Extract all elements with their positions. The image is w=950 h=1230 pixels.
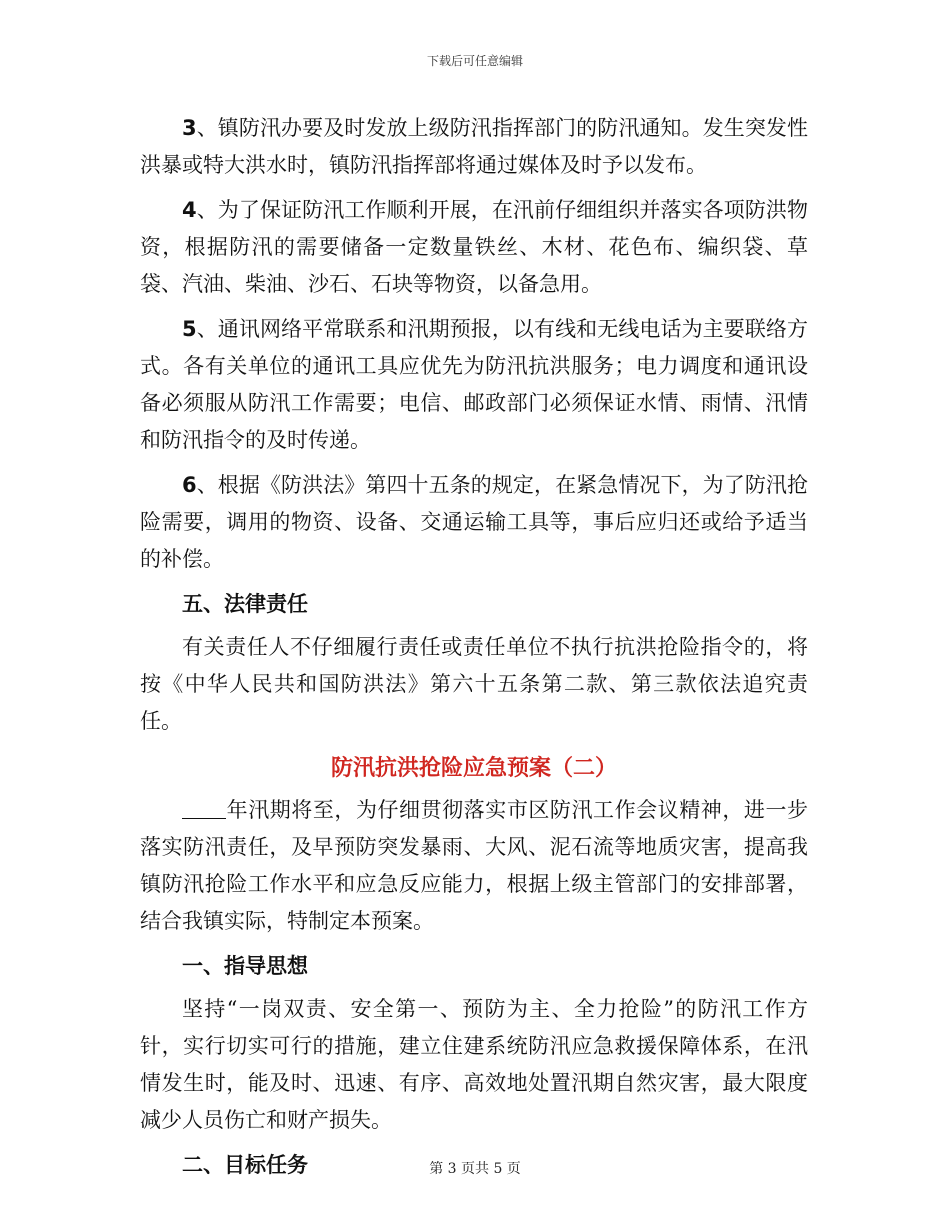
section-heading-goals: 二、目标任务 — [182, 1153, 308, 1177]
list-item-5 — [140, 311, 808, 459]
item-text: 、根据《防洪法》第四十五条的规定，在紧急情况下，为了防汛抢险需要，调用的物资、设备、交通运输工具等，事后应归还或给予适当的补偿。 — [140, 473, 808, 571]
item-number: 5 — [182, 317, 197, 341]
document-title: 防汛抗洪抢险应急预案（二） — [330, 755, 617, 781]
item-text: 、镇防汛办要及时发放上级防汛指挥部门的防汛通知。发生突发性洪暴或特大洪水时，镇防汛指挥部将通过媒体及时予以发布。 — [140, 116, 808, 177]
section-heading-guiding-ideology: 一、指导思想 — [182, 954, 308, 978]
intro-paragraph — [140, 792, 808, 940]
item-text: 、通讯网络平常联系和汛期预报，以有线和无线电话为主要联络方式。各有关单位的通讯工具应优先为防汛抗洪服务；电力调度和通讯设备必须服从防汛工作需要；电信、邮政部门必须保证水情、雨情、汛情和防汛指令的及时传递。 — [140, 317, 808, 452]
legal-liability-paragraph: 有关责任人不仔细履行责任或责任单位不执行抗洪抢险指令的，将按《中华人民共和国防洪法》第六十五条第二款、第三款依法追究责任。 — [140, 635, 808, 733]
document-body — [140, 110, 808, 1190]
item-number: 4 — [182, 198, 197, 222]
item-text: 、为了保证防汛工作顺利开展，在汛前仔细组织并落实各项防洪物资，根据防汛的需要储备一定数量铁丝、木材、花色布、编织袋、草袋、汽油、柴油、沙石、石块等物资，以备急用。 — [140, 198, 808, 296]
year-blank — [182, 797, 226, 819]
list-item-6 — [140, 467, 808, 578]
list-item-3 — [140, 110, 808, 184]
guiding-ideology-paragraph: 坚持“一岗双责、安全第一、预防为主、全力抢险”的防汛工作方针，实行切实可行的措施，建立住建系统防汛应急救援保障体系，在汛情发生时，能及时、迅速、有序、高效地处置汛期自然灾害，最大限度减少人员伤亡和财产损失。 — [140, 997, 808, 1132]
item-number: 6 — [182, 473, 197, 497]
page-footer: 第 3 页共 5 页 — [429, 1161, 521, 1177]
item-number: 3 — [182, 116, 197, 140]
intro-text: 年汛期将至，为仔细贯彻落实市区防汛工作会议精神，进一步落实防汛责任，及早预防突发暴雨、大风、泥石流等地质灾害，提高我镇防汛抢险工作水平和应急反应能力，根据上级主管部门的安排部署，结合我镇实际，特制定本预案。 — [140, 798, 808, 933]
list-item-4 — [140, 192, 808, 303]
page-header: 下载后可任意编辑 — [426, 54, 523, 68]
section-heading-legal-liability: 五、法律责任 — [182, 592, 308, 616]
